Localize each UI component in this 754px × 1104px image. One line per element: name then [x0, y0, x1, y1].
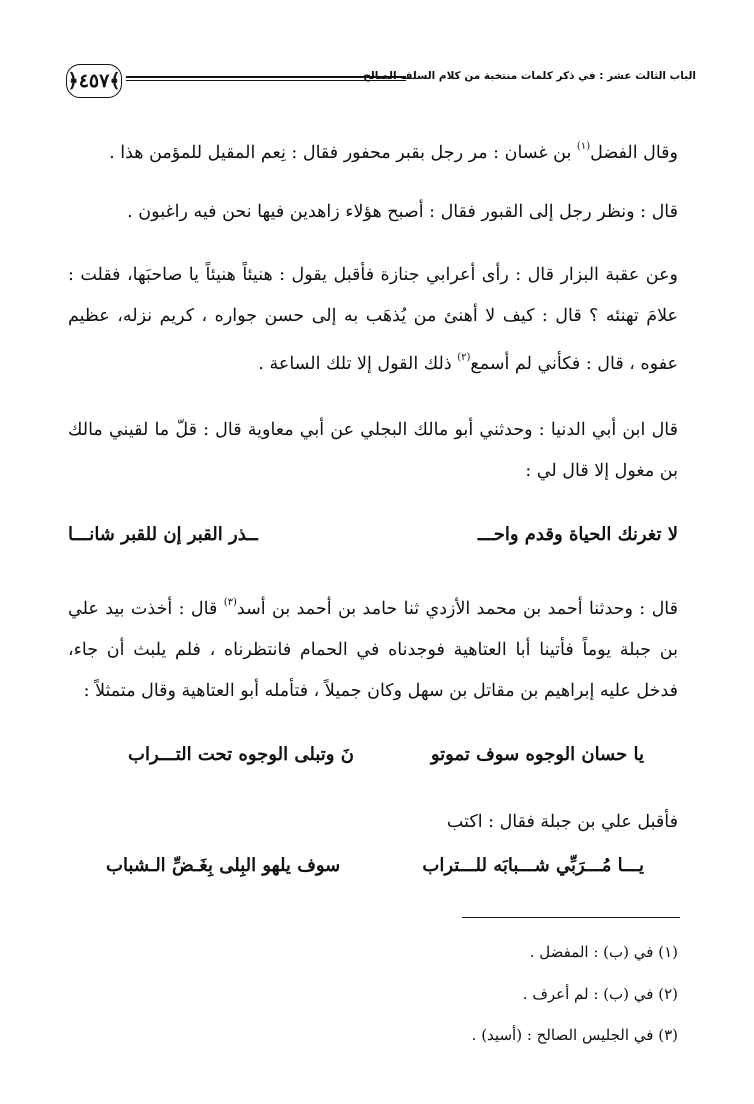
footnote-1: (١) في (ب) : المفضل . — [529, 943, 678, 961]
page-number: ﴿٤٥٧﴾ — [66, 64, 122, 98]
verse-1-second-hemistich: ــذر القبر إن للقبر شانـــا — [68, 524, 258, 545]
footnote-ref-3: (٣) — [223, 597, 237, 608]
paragraph-graves: قال : ونظر رجل إلى القبور فقال : أصبح هؤلاء زاهدين فيها نحن فيه راغبون . — [127, 202, 678, 222]
verse-1-first-hemistich: لا تغرنك الحياة وقدم واحـــ — [477, 524, 678, 545]
paragraph-azdi: قال : وحدثنا أحمد بن محمد الأزدي ثنا حامد بن أحمد بن أسد$^{(٣)}$ قال : أخذت بيد علي بن جبلة يوماً فأتينا أبا العتاهية فوجدناه في الحمام فانتظرناه ، فلم يلبث أن جاء، فدخل عليه إبراهيم بن مقاتل بن سهل وكان جميلاً ، فتأمله أبو العتاهية وقال متمثلاً : — [68, 597, 678, 701]
verse-3-second-hemistich: سوف يلهو البِلى بِغَـضِّ الـشباب — [106, 855, 341, 876]
running-header — [66, 64, 696, 98]
verse-2-first-hemistich: يا حسان الوجوه سوف تموتو — [430, 744, 644, 765]
footnote-2: (٢) في (ب) : لم أعرف . — [522, 985, 678, 1003]
footnote-ref-1: (١) — [576, 141, 591, 152]
footnote-3: (٣) في الجليس الصالح : (أسيد) . — [471, 1026, 678, 1044]
verse-1 — [68, 524, 678, 554]
paragraph-fadl: وقال الفضل$^{(١)}$ بن غسان : مر رجل بقبر محفور فقال : نِعم المقيل للمؤمن هذا . — [109, 141, 678, 163]
verse-3-first-hemistich: يـــا مُـــرَبِّي شـــبابَه للـــتراب — [422, 855, 644, 876]
footnote-separator — [462, 917, 680, 918]
paragraph-uqba: وعن عقبة البزار قال : رأى أعرابي جنازة فأقبل يقول : هنيئاً هنيئاً يا صاحبَها، فقلت : علامَ تهنئه ؟ قال : كيف لا أهنئ من يُذهَب به إلى حسن جواره ، كريم نزله، عظيم عفوه ، قال : فكأني لم أسمع$^{(٢)}$ ذلك القول إلا تلك الساعة . — [68, 265, 678, 374]
verse-2 — [68, 744, 678, 774]
header-rule — [126, 76, 406, 81]
footnote-ref-2: (٢) — [457, 352, 471, 363]
chapter-title: الباب الثالث عشر : في ذكر كلمات منتخبة من كلام السلف الصالح — [363, 70, 696, 82]
verse-2-second-hemistich: نَ وتبلى الوجوه تحت التـــراب — [128, 744, 354, 765]
paragraph-ali-ibn-jabala: فأقبل علي بن جبلة فقال : اكتب — [446, 812, 678, 832]
verse-3 — [68, 855, 678, 885]
paragraph-ibn-abi-dunya: قال ابن أبي الدنيا : وحدثني أبو مالك البجلي عن أبي معاوية قال : قلّ ما لقيني مالك بن مغول إلا قال لي : — [68, 420, 678, 481]
